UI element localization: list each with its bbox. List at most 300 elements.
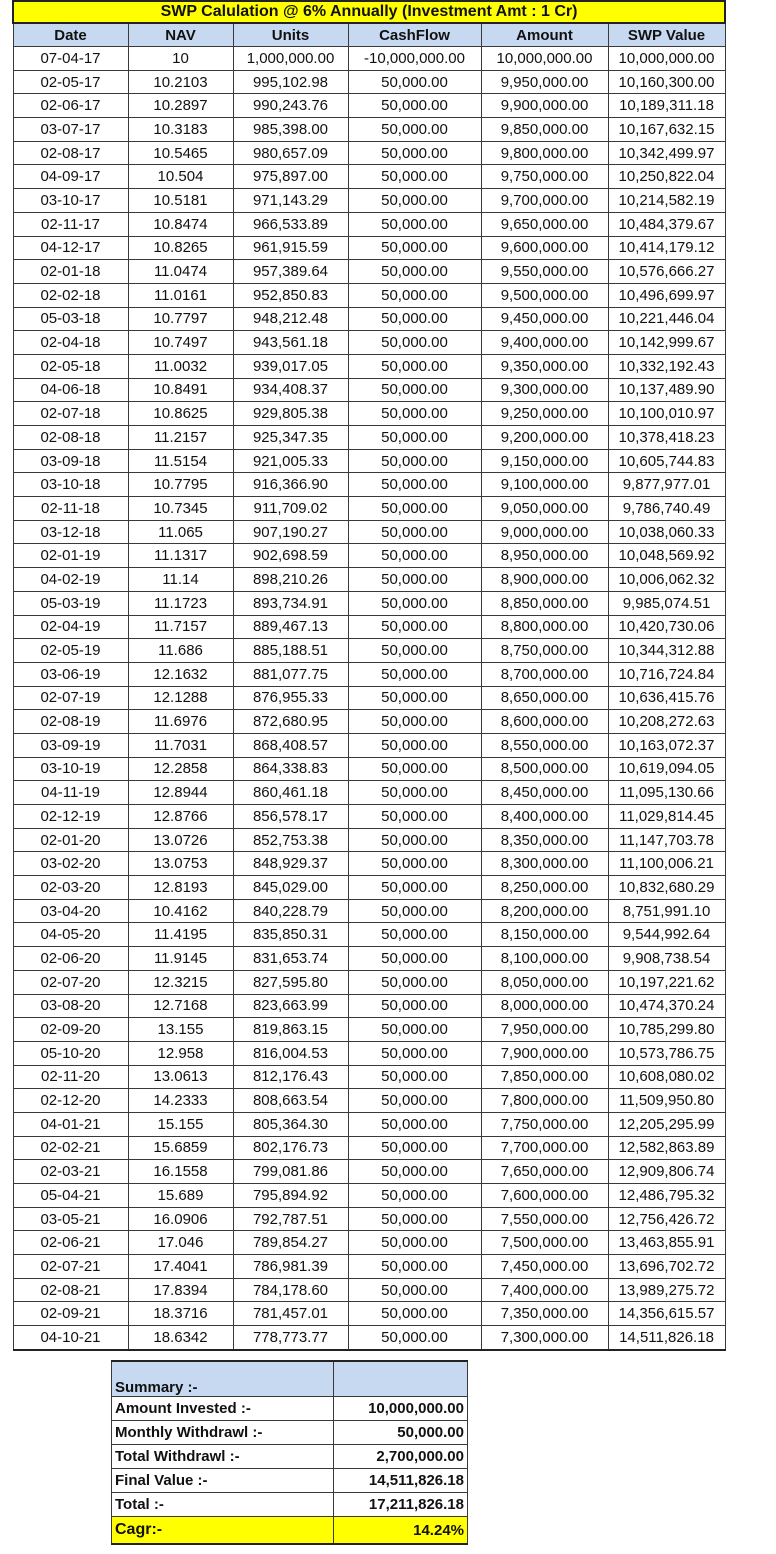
- amount-cell: 8,400,000.00: [481, 805, 608, 829]
- nav-cell: 10.504: [128, 165, 233, 189]
- date-cell: 02-09-21: [13, 1302, 128, 1326]
- amount-cell: 7,950,000.00: [481, 1018, 608, 1042]
- table-row: [13, 1065, 725, 1089]
- nav-cell: 12.8766: [128, 805, 233, 829]
- table-row: [13, 970, 725, 994]
- nav-cell: 11.5154: [128, 449, 233, 473]
- swp-value-cell: 10,573,786.75: [608, 1041, 725, 1065]
- swp-value-cell: 11,100,006.21: [608, 852, 725, 876]
- nav-cell: 15.155: [128, 1112, 233, 1136]
- nav-cell: 10.8474: [128, 212, 233, 236]
- cashflow-cell: 50,000.00: [348, 378, 481, 402]
- cashflow-cell: 50,000.00: [348, 923, 481, 947]
- nav-cell: 13.0753: [128, 852, 233, 876]
- swp-table: [12, 0, 726, 1351]
- units-cell: 952,850.83: [233, 283, 348, 307]
- table-row: [13, 449, 725, 473]
- cashflow-cell: 50,000.00: [348, 1302, 481, 1326]
- cashflow-cell: 50,000.00: [348, 354, 481, 378]
- swp-value-cell: 13,463,855.91: [608, 1231, 725, 1255]
- swp-value-cell: 11,147,703.78: [608, 828, 725, 852]
- sheet-title: SWP Calulation @ 6% Annually (Investment Amt : 1 Cr): [13, 1, 725, 23]
- date-cell: 03-10-17: [13, 189, 128, 213]
- amount-cell: 8,750,000.00: [481, 639, 608, 663]
- units-cell: 902,698.59: [233, 544, 348, 568]
- amount-cell: 9,200,000.00: [481, 426, 608, 450]
- table-row: [13, 378, 725, 402]
- cashflow-cell: 50,000.00: [348, 947, 481, 971]
- units-cell: 860,461.18: [233, 781, 348, 805]
- date-cell: 02-07-19: [13, 686, 128, 710]
- table-row: [13, 947, 725, 971]
- table-row: [13, 141, 725, 165]
- units-cell: 948,212.48: [233, 307, 348, 331]
- cashflow-cell: 50,000.00: [348, 1136, 481, 1160]
- table-row: [13, 165, 725, 189]
- swp-value-cell: 10,214,582.19: [608, 189, 725, 213]
- summary-value: 50,000.00: [334, 1421, 468, 1445]
- amount-cell: 8,200,000.00: [481, 899, 608, 923]
- units-cell: 893,734.91: [233, 591, 348, 615]
- cashflow-cell: 50,000.00: [348, 1184, 481, 1208]
- amount-cell: 7,300,000.00: [481, 1326, 608, 1350]
- swp-value-cell: 11,029,814.45: [608, 805, 725, 829]
- amount-cell: 8,100,000.00: [481, 947, 608, 971]
- swp-value-cell: 10,608,080.02: [608, 1065, 725, 1089]
- nav-cell: 14.2333: [128, 1089, 233, 1113]
- table-row: [13, 260, 725, 284]
- date-cell: 02-01-20: [13, 828, 128, 852]
- amount-cell: 7,500,000.00: [481, 1231, 608, 1255]
- nav-cell: 10.5181: [128, 189, 233, 213]
- nav-cell: 15.689: [128, 1184, 233, 1208]
- amount-cell: 9,100,000.00: [481, 473, 608, 497]
- cashflow-cell: 50,000.00: [348, 426, 481, 450]
- date-cell: 03-09-19: [13, 733, 128, 757]
- date-cell: 02-11-18: [13, 497, 128, 521]
- amount-cell: 7,800,000.00: [481, 1089, 608, 1113]
- cashflow-cell: 50,000.00: [348, 828, 481, 852]
- nav-cell: 10.5465: [128, 141, 233, 165]
- amount-cell: 8,700,000.00: [481, 662, 608, 686]
- nav-cell: 11.14: [128, 568, 233, 592]
- amount-cell: 9,150,000.00: [481, 449, 608, 473]
- units-cell: 795,894.92: [233, 1184, 348, 1208]
- units-cell: 792,787.51: [233, 1207, 348, 1231]
- cashflow-cell: 50,000.00: [348, 236, 481, 260]
- units-cell: 995,102.98: [233, 70, 348, 94]
- summary-heading: Summary :-: [112, 1361, 334, 1397]
- units-cell: 812,176.43: [233, 1065, 348, 1089]
- nav-cell: 12.958: [128, 1041, 233, 1065]
- cashflow-cell: 50,000.00: [348, 805, 481, 829]
- table-row: [13, 70, 725, 94]
- swp-value-cell: 11,509,950.80: [608, 1089, 725, 1113]
- nav-cell: 11.7031: [128, 733, 233, 757]
- nav-cell: 10.2103: [128, 70, 233, 94]
- nav-cell: 16.1558: [128, 1160, 233, 1184]
- cagr-label: Cagr:-: [112, 1517, 334, 1545]
- swp-value-cell: 9,908,738.54: [608, 947, 725, 971]
- cashflow-cell: 50,000.00: [348, 899, 481, 923]
- units-cell: 805,364.30: [233, 1112, 348, 1136]
- nav-cell: 11.2157: [128, 426, 233, 450]
- table-row: [13, 876, 725, 900]
- units-cell: 848,929.37: [233, 852, 348, 876]
- units-cell: 1,000,000.00: [233, 47, 348, 71]
- amount-cell: 9,600,000.00: [481, 236, 608, 260]
- col-header-swp-value: SWP Value: [608, 23, 725, 47]
- cashflow-cell: 50,000.00: [348, 615, 481, 639]
- units-cell: 943,561.18: [233, 331, 348, 355]
- cashflow-cell: 50,000.00: [348, 970, 481, 994]
- table-row: [13, 544, 725, 568]
- date-cell: 02-08-21: [13, 1278, 128, 1302]
- amount-cell: 8,150,000.00: [481, 923, 608, 947]
- swp-value-cell: 10,414,179.12: [608, 236, 725, 260]
- date-cell: 02-07-20: [13, 970, 128, 994]
- cashflow-cell: 50,000.00: [348, 165, 481, 189]
- table-row: [13, 1255, 725, 1279]
- units-cell: 966,533.89: [233, 212, 348, 236]
- amount-cell: 10,000,000.00: [481, 47, 608, 71]
- units-cell: 911,709.02: [233, 497, 348, 521]
- table-row: [13, 615, 725, 639]
- cashflow-cell: 50,000.00: [348, 118, 481, 142]
- nav-cell: 10.7797: [128, 307, 233, 331]
- table-row: [13, 189, 725, 213]
- cashflow-cell: 50,000.00: [348, 1231, 481, 1255]
- units-cell: 961,915.59: [233, 236, 348, 260]
- summary-row: [112, 1469, 468, 1493]
- cashflow-cell: 50,000.00: [348, 1065, 481, 1089]
- cashflow-cell: 50,000.00: [348, 94, 481, 118]
- date-cell: 03-12-18: [13, 520, 128, 544]
- date-cell: 02-11-20: [13, 1065, 128, 1089]
- cashflow-cell: 50,000.00: [348, 283, 481, 307]
- units-cell: 980,657.09: [233, 141, 348, 165]
- date-cell: 02-08-17: [13, 141, 128, 165]
- table-row: [13, 354, 725, 378]
- swp-value-cell: 10,100,010.97: [608, 402, 725, 426]
- date-cell: 02-03-20: [13, 876, 128, 900]
- table-row: [13, 212, 725, 236]
- header-row: [13, 23, 725, 47]
- cashflow-cell: 50,000.00: [348, 497, 481, 521]
- units-cell: 784,178.60: [233, 1278, 348, 1302]
- amount-cell: 9,750,000.00: [481, 165, 608, 189]
- table-row: [13, 520, 725, 544]
- table-row: [13, 1112, 725, 1136]
- table-row: [13, 805, 725, 829]
- cashflow-cell: 50,000.00: [348, 473, 481, 497]
- amount-cell: 9,000,000.00: [481, 520, 608, 544]
- swp-value-cell: 14,511,826.18: [608, 1326, 725, 1350]
- summary-heading-blank: [334, 1361, 468, 1397]
- table-row: [13, 307, 725, 331]
- amount-cell: 8,500,000.00: [481, 757, 608, 781]
- units-cell: 868,408.57: [233, 733, 348, 757]
- nav-cell: 12.1288: [128, 686, 233, 710]
- swp-value-cell: 10,636,415.76: [608, 686, 725, 710]
- units-cell: 827,595.80: [233, 970, 348, 994]
- swp-value-cell: 10,420,730.06: [608, 615, 725, 639]
- nav-cell: 10.8491: [128, 378, 233, 402]
- swp-value-cell: 8,751,991.10: [608, 899, 725, 923]
- summary-value: 10,000,000.00: [334, 1397, 468, 1421]
- units-cell: 898,210.26: [233, 568, 348, 592]
- date-cell: 02-07-21: [13, 1255, 128, 1279]
- summary-value: 17,211,826.18: [334, 1493, 468, 1517]
- cashflow-cell: 50,000.00: [348, 189, 481, 213]
- swp-value-cell: 12,486,795.32: [608, 1184, 725, 1208]
- amount-cell: 9,700,000.00: [481, 189, 608, 213]
- table-row: [13, 757, 725, 781]
- summary-table: [111, 1360, 468, 1545]
- table-row: [13, 1207, 725, 1231]
- units-cell: 816,004.53: [233, 1041, 348, 1065]
- cagr-value: 14.24%: [334, 1517, 468, 1545]
- date-cell: 02-08-18: [13, 426, 128, 450]
- swp-value-cell: 10,605,744.83: [608, 449, 725, 473]
- units-cell: 929,805.38: [233, 402, 348, 426]
- cashflow-cell: 50,000.00: [348, 591, 481, 615]
- date-cell: 02-05-17: [13, 70, 128, 94]
- amount-cell: 9,500,000.00: [481, 283, 608, 307]
- date-cell: 04-11-19: [13, 781, 128, 805]
- date-cell: 04-06-18: [13, 378, 128, 402]
- swp-value-cell: 10,038,060.33: [608, 520, 725, 544]
- nav-cell: 15.6859: [128, 1136, 233, 1160]
- units-cell: 781,457.01: [233, 1302, 348, 1326]
- units-cell: 831,653.74: [233, 947, 348, 971]
- date-cell: 02-07-18: [13, 402, 128, 426]
- swp-value-cell: 10,137,489.90: [608, 378, 725, 402]
- date-cell: 02-02-18: [13, 283, 128, 307]
- date-cell: 03-09-18: [13, 449, 128, 473]
- nav-cell: 12.1632: [128, 662, 233, 686]
- cashflow-cell: 50,000.00: [348, 70, 481, 94]
- amount-cell: 8,800,000.00: [481, 615, 608, 639]
- nav-cell: 13.0613: [128, 1065, 233, 1089]
- cashflow-cell: 50,000.00: [348, 733, 481, 757]
- cashflow-cell: 50,000.00: [348, 520, 481, 544]
- units-cell: 845,029.00: [233, 876, 348, 900]
- date-cell: 02-03-21: [13, 1160, 128, 1184]
- table-row: [13, 662, 725, 686]
- table-row: [13, 497, 725, 521]
- cashflow-cell: 50,000.00: [348, 449, 481, 473]
- date-cell: 04-10-21: [13, 1326, 128, 1350]
- amount-cell: 7,400,000.00: [481, 1278, 608, 1302]
- units-cell: 835,850.31: [233, 923, 348, 947]
- nav-cell: 18.3716: [128, 1302, 233, 1326]
- amount-cell: 7,750,000.00: [481, 1112, 608, 1136]
- nav-cell: 10.4162: [128, 899, 233, 923]
- col-header-amount: Amount: [481, 23, 608, 47]
- units-cell: 889,467.13: [233, 615, 348, 639]
- date-cell: 02-12-20: [13, 1089, 128, 1113]
- amount-cell: 9,450,000.00: [481, 307, 608, 331]
- amount-cell: 9,300,000.00: [481, 378, 608, 402]
- swp-value-cell: 10,619,094.05: [608, 757, 725, 781]
- units-cell: 939,017.05: [233, 354, 348, 378]
- units-cell: 864,338.83: [233, 757, 348, 781]
- amount-cell: 8,250,000.00: [481, 876, 608, 900]
- table-row: [13, 1231, 725, 1255]
- swp-value-cell: 10,142,999.67: [608, 331, 725, 355]
- date-cell: 02-05-18: [13, 354, 128, 378]
- cashflow-cell: 50,000.00: [348, 876, 481, 900]
- swp-value-cell: 10,785,299.80: [608, 1018, 725, 1042]
- cashflow-cell: 50,000.00: [348, 1041, 481, 1065]
- nav-cell: 11.686: [128, 639, 233, 663]
- amount-cell: 9,250,000.00: [481, 402, 608, 426]
- units-cell: 907,190.27: [233, 520, 348, 544]
- nav-cell: 12.3215: [128, 970, 233, 994]
- swp-value-cell: 10,342,499.97: [608, 141, 725, 165]
- summary-label: Total :-: [112, 1493, 334, 1517]
- swp-value-cell: 10,048,569.92: [608, 544, 725, 568]
- swp-value-cell: 9,985,074.51: [608, 591, 725, 615]
- swp-value-cell: 10,006,062.32: [608, 568, 725, 592]
- cashflow-cell: 50,000.00: [348, 639, 481, 663]
- date-cell: 02-09-20: [13, 1018, 128, 1042]
- swp-value-cell: 10,163,072.37: [608, 733, 725, 757]
- table-row: [13, 828, 725, 852]
- date-cell: 03-07-17: [13, 118, 128, 142]
- nav-cell: 11.065: [128, 520, 233, 544]
- date-cell: 02-05-19: [13, 639, 128, 663]
- table-row: [13, 923, 725, 947]
- table-row: [13, 1018, 725, 1042]
- date-cell: 04-05-20: [13, 923, 128, 947]
- table-row: [13, 1184, 725, 1208]
- swp-value-cell: 10,474,370.24: [608, 994, 725, 1018]
- date-cell: 05-03-19: [13, 591, 128, 615]
- nav-cell: 11.7157: [128, 615, 233, 639]
- nav-cell: 17.046: [128, 1231, 233, 1255]
- nav-cell: 12.8944: [128, 781, 233, 805]
- nav-cell: 10.7497: [128, 331, 233, 355]
- cashflow-cell: 50,000.00: [348, 1207, 481, 1231]
- units-cell: 990,243.76: [233, 94, 348, 118]
- amount-cell: 9,800,000.00: [481, 141, 608, 165]
- units-cell: 971,143.29: [233, 189, 348, 213]
- amount-cell: 8,650,000.00: [481, 686, 608, 710]
- cashflow-cell: 50,000.00: [348, 1018, 481, 1042]
- table-row: [13, 1302, 725, 1326]
- cashflow-cell: 50,000.00: [348, 568, 481, 592]
- nav-cell: 12.8193: [128, 876, 233, 900]
- amount-cell: 8,000,000.00: [481, 994, 608, 1018]
- units-cell: 925,347.35: [233, 426, 348, 450]
- amount-cell: 7,550,000.00: [481, 1207, 608, 1231]
- units-cell: 802,176.73: [233, 1136, 348, 1160]
- date-cell: 05-04-21: [13, 1184, 128, 1208]
- summary-label: Monthly Withdrawl :-: [112, 1421, 334, 1445]
- swp-value-cell: 10,250,822.04: [608, 165, 725, 189]
- amount-cell: 7,650,000.00: [481, 1160, 608, 1184]
- units-cell: 808,663.54: [233, 1089, 348, 1113]
- units-cell: 975,897.00: [233, 165, 348, 189]
- col-header-units: Units: [233, 23, 348, 47]
- date-cell: 02-08-19: [13, 710, 128, 734]
- summary-row: [112, 1397, 468, 1421]
- units-cell: 799,081.86: [233, 1160, 348, 1184]
- units-cell: 985,398.00: [233, 118, 348, 142]
- table-row: [13, 283, 725, 307]
- cashflow-cell: 50,000.00: [348, 212, 481, 236]
- table-row: [13, 331, 725, 355]
- cashflow-cell: 50,000.00: [348, 757, 481, 781]
- date-cell: 05-03-18: [13, 307, 128, 331]
- amount-cell: 9,550,000.00: [481, 260, 608, 284]
- swp-value-cell: 10,832,680.29: [608, 876, 725, 900]
- amount-cell: 8,900,000.00: [481, 568, 608, 592]
- nav-cell: 11.0032: [128, 354, 233, 378]
- table-row: [13, 1160, 725, 1184]
- cashflow-cell: 50,000.00: [348, 781, 481, 805]
- cashflow-cell: 50,000.00: [348, 260, 481, 284]
- table-row: [13, 1089, 725, 1113]
- table-row: [13, 402, 725, 426]
- swp-value-cell: 9,544,992.64: [608, 923, 725, 947]
- swp-value-cell: 10,189,311.18: [608, 94, 725, 118]
- table-row: [13, 236, 725, 260]
- amount-cell: 9,650,000.00: [481, 212, 608, 236]
- cashflow-cell: 50,000.00: [348, 402, 481, 426]
- swp-value-cell: 12,582,863.89: [608, 1136, 725, 1160]
- cashflow-cell: 50,000.00: [348, 1326, 481, 1350]
- nav-cell: 17.4041: [128, 1255, 233, 1279]
- cashflow-cell: 50,000.00: [348, 686, 481, 710]
- units-cell: 789,854.27: [233, 1231, 348, 1255]
- swp-value-cell: 12,756,426.72: [608, 1207, 725, 1231]
- nav-cell: 11.0474: [128, 260, 233, 284]
- cashflow-cell: 50,000.00: [348, 331, 481, 355]
- date-cell: 02-01-19: [13, 544, 128, 568]
- table-row: [13, 852, 725, 876]
- date-cell: 02-06-20: [13, 947, 128, 971]
- nav-cell: 10.7345: [128, 497, 233, 521]
- units-cell: 786,981.39: [233, 1255, 348, 1279]
- summary-value: 14,511,826.18: [334, 1469, 468, 1493]
- nav-cell: 11.4195: [128, 923, 233, 947]
- amount-cell: 8,050,000.00: [481, 970, 608, 994]
- nav-cell: 10.8625: [128, 402, 233, 426]
- swp-value-cell: 10,484,379.67: [608, 212, 725, 236]
- nav-cell: 11.1723: [128, 591, 233, 615]
- swp-value-cell: 14,356,615.57: [608, 1302, 725, 1326]
- amount-cell: 9,350,000.00: [481, 354, 608, 378]
- cashflow-cell: 50,000.00: [348, 994, 481, 1018]
- units-cell: 856,578.17: [233, 805, 348, 829]
- date-cell: 02-02-21: [13, 1136, 128, 1160]
- units-cell: 876,955.33: [233, 686, 348, 710]
- date-cell: 04-01-21: [13, 1112, 128, 1136]
- swp-value-cell: 10,197,221.62: [608, 970, 725, 994]
- col-header-cashflow: CashFlow: [348, 23, 481, 47]
- units-cell: 921,005.33: [233, 449, 348, 473]
- summary-label: Amount Invested :-: [112, 1397, 334, 1421]
- table-row: [13, 47, 725, 71]
- date-cell: 02-01-18: [13, 260, 128, 284]
- table-row: [13, 1136, 725, 1160]
- summary-header-row: [112, 1361, 468, 1397]
- swp-value-cell: 13,989,275.72: [608, 1278, 725, 1302]
- cashflow-cell: 50,000.00: [348, 710, 481, 734]
